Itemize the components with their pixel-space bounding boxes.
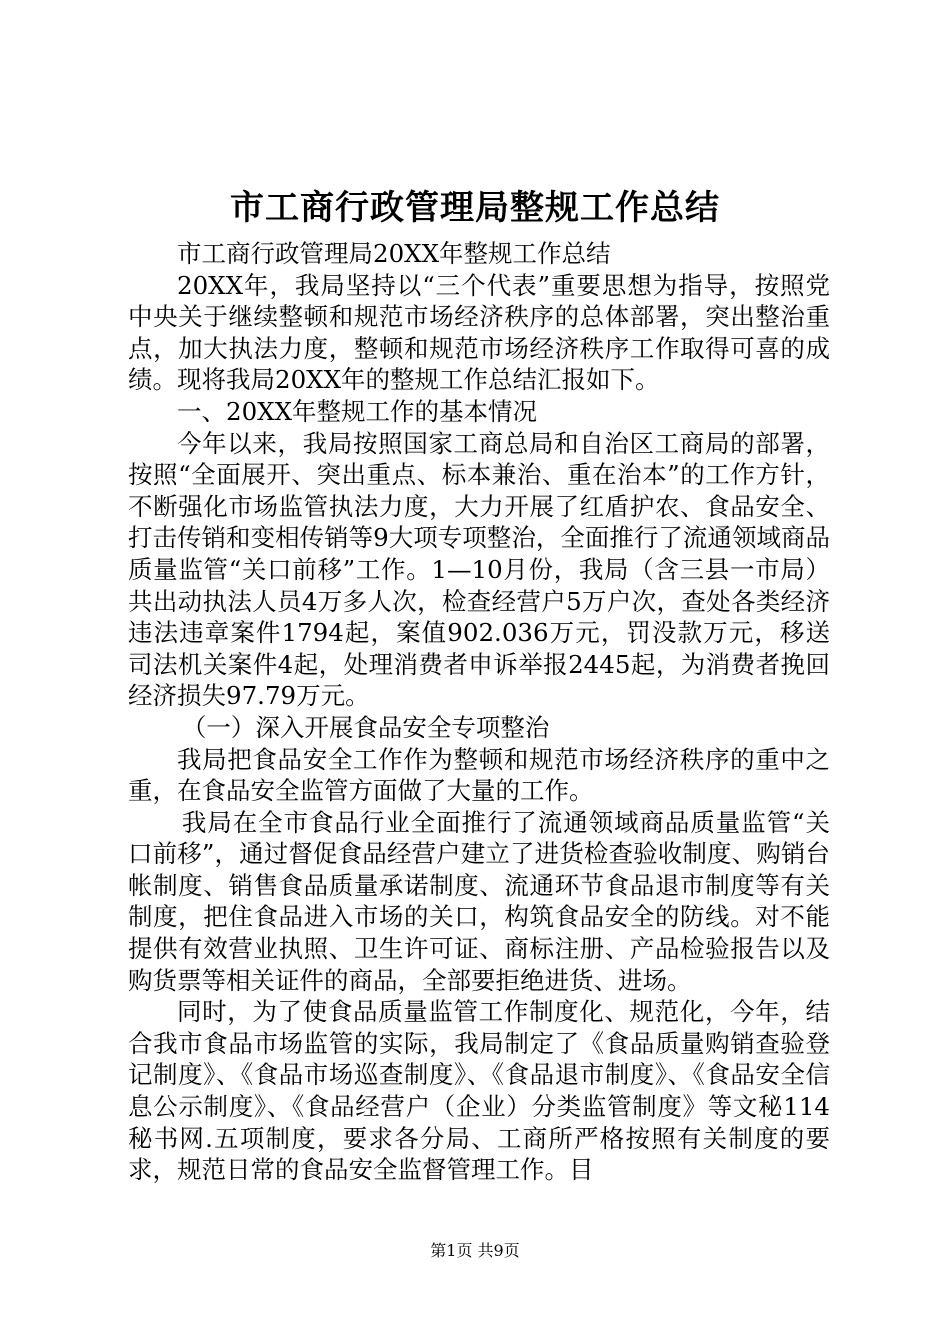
paragraph-subtitle: 市工商行政管理局20XX年整规工作总结 — [177, 239, 611, 268]
document-body — [128, 238, 830, 1186]
document-title: 市工商行政管理局整规工作总结 — [230, 188, 720, 228]
paragraph-food-safety-priority: 我局把食品安全工作作为整顿和规范市场经济秩序的重中之重，在食品安全监管方面做了大量的工作。 — [128, 744, 830, 806]
paragraph-regulations: 同时，为了使食品质量监管工作制度化、规范化，今年，结合我市食品市场监管的实际，我局制定了《食品质量购销查验登记制度》、《食品市场巡查制度》、《食品退市制度》、《食品安全信息公示制度》、《食品经营户（企业）分类监管制度》等文秘114秘书网.五项制度，要求各分局、工商所严格按照有关制度的要求，规范日常的食品安全监督管理工作。目 — [128, 997, 830, 1185]
paragraph-intro: 20XX年，我局坚持以“三个代表”重要思想为指导，按照党中央关于继续整顿和规范市场经济秩序的总体部署，突出整治重点，加大执法力度，整顿和规范市场经济秩序工作取得可喜的成绩。现将我局20XX年的整规工作总结汇报如下。 — [128, 270, 830, 395]
paragraph-overview: 今年以来，我局按照国家工商总局和自治区工商局的部署，按照“全面展开、突出重点、标本兼治、重在治本”的工作方针，不断强化市场监管执法力度，大力开展了红盾护农、食品安全、打击传销和变相传销等9大项专项整治，全面推行了流通领域商品质量监管“关口前移”工作。1—10月份，我局（含三县一市局）共出动执法人员4万多人次，检查经营户5万户次，查处各类经济违法违章案件1794起，案值902.036万元，罚没款万元，移送司法机关案件4起，处理消费者申诉举报2445起，为消费者挽回经济损失97.79万元。 — [128, 428, 830, 711]
page-number: 第1页 共9页 — [430, 1241, 520, 1260]
subsection-heading-food-safety: （一）深入开展食品安全专项整治 — [181, 712, 550, 742]
section-heading-basic-situation: 一、20XX年整规工作的基本情况 — [177, 396, 538, 426]
paragraph-gate-forward: 我局在全市食品行业全面推行了流通领域商品质量监管“关口前移”，通过督促食品经营户建立了进货检查验收制度、购销台帐制度、销售食品质量承诺制度、流通环节食品退市制度等有关制度，把住食品进入市场的关口，构筑食品安全的防线。对不能提供有效营业执照、卫生许可证、商标注册、产品检验报告以及购货票等相关证件的商品，全部要拒绝进货、进场。 — [128, 807, 830, 995]
